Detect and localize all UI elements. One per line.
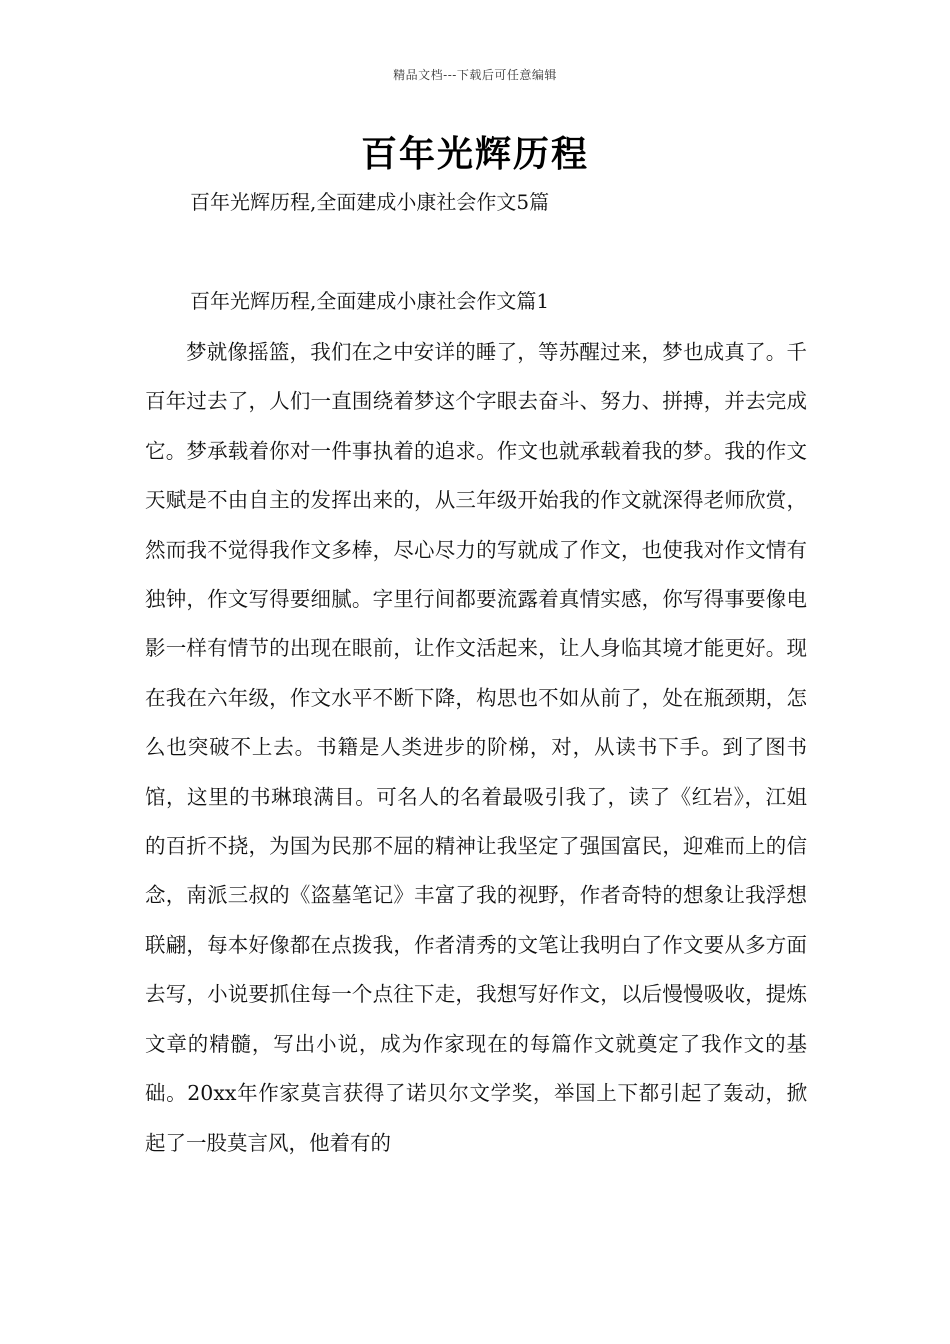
body-paragraph: 梦就像摇篮，我们在之中安详的睡了，等苏醒过来，梦也成真了。千百年过去了，人们一直围绕着梦这个字眼去奋斗、努力、拼搏，并去完成它。梦承载着你对一件事执着的追求。作文也就承载着我的梦。我的作文天赋是不由自主的发挥出来的，从三年级开始我的作文就深得老师欣赏，然而我不觉得我作文多棒，尽心尽力的写就成了作文，也使我对作文情有独钟，作文写得要细腻。字里行间都要流露着真情实感，你写得事要像电影一样有情节的出现在眼前，让作文活起来，让人身临其境才能更好。现在我在六年级，作文水平不断下降，构思也不如从前了，处在瓶颈期，怎么也突破不上去。书籍是人类进步的阶梯，对，从读书下手。到了图书馆，这里的书琳琅满目。可名人的名着最吸引我了，读了《红岩》，江姐的百折不挠，为国为民那不屈的精神让我坚定了强国富民，迎难而上的信念，南派三叔的《盗墓笔记》丰富了我的视野，作者奇特的想象让我浮想联翩，每本好像都在点拨我，作者清秀的文笔让我明白了作文要从多方面去写，小说要抓住每一个点往下走，我想写好作文，以后慢慢吸收，提炼文章的精髓，写出小说，成为作家现在的每篇作文就奠定了我作文的基础。20xx年作家莫言获得了诺贝尔文学奖，举国上下都引起了轰动，掀起了一股莫言风，他着有的 bbox=[145, 340, 807, 1155]
document-title: 百年光辉历程 bbox=[360, 133, 589, 175]
section-heading: 百年光辉历程,全面建成小康社会作文篇1 bbox=[190, 289, 550, 313]
page-header-watermark: 精品文档---下载后可任意编辑 bbox=[393, 68, 557, 82]
document-subtitle: 百年光辉历程,全面建成小康社会作文5篇 bbox=[190, 190, 550, 214]
